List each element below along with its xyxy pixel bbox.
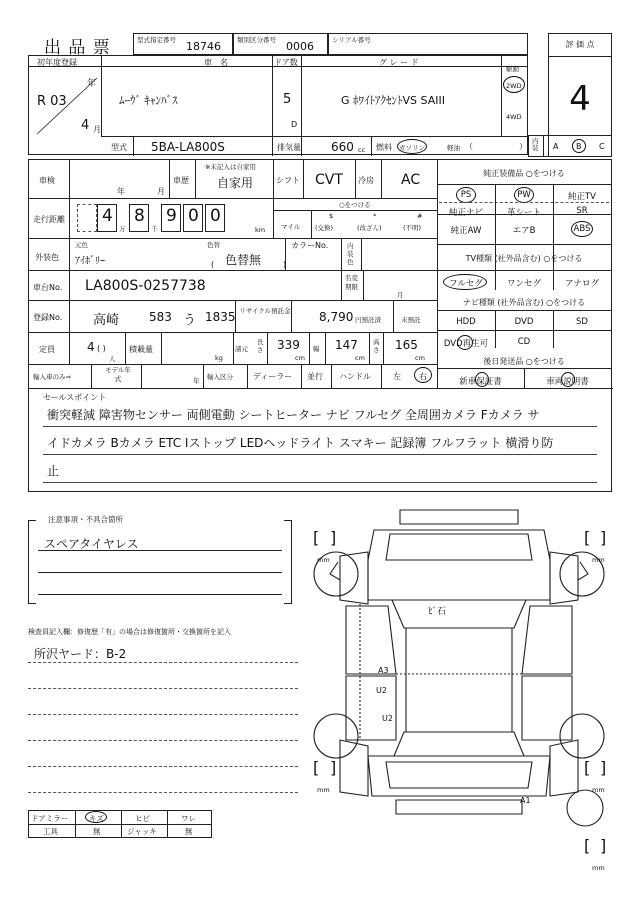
name-change-label: 名変期限	[345, 274, 358, 291]
shift-value: CVT	[315, 172, 343, 188]
tv-fullseg-circle	[443, 274, 487, 290]
import-dealer: ディーラー	[253, 372, 293, 381]
bracket-tl-r: ]	[330, 528, 337, 547]
import-label: 輸入車のみ⇒	[33, 373, 71, 381]
shift-label: シフト	[276, 176, 300, 185]
mirror-value-circle	[85, 811, 107, 823]
reg-label: 登録No.	[33, 313, 63, 322]
model-year-label: モデル年式	[105, 366, 131, 383]
handle-left: 左	[393, 372, 401, 381]
door-suffix: D	[291, 120, 298, 129]
car-damage-diagram	[300, 500, 620, 870]
equip-ps: PS	[460, 190, 472, 200]
later-warranty-circle	[475, 372, 489, 387]
inspector-label: 検査員記入欄：修復歴「有」の場合は修復箇所・交換箇所を記入	[28, 628, 231, 636]
bracket-br-r: ]	[600, 758, 607, 777]
sales-line-1: 衝突軽減 障害物センサー 両側電動 シートヒーター ナビ フルセグ 全周囲カメラ Fカメラ サ	[47, 408, 540, 422]
mm-tl: mm	[317, 556, 330, 564]
history-note: ※未記入は自家用	[205, 163, 256, 171]
mirror-tools-table	[28, 810, 212, 838]
doors-value: 5	[283, 92, 292, 107]
jack-value: 無	[185, 827, 193, 836]
load-label: 積載量	[129, 345, 153, 354]
meter-unknown-sym: #	[417, 212, 423, 220]
shaken-month-unit: 月	[157, 187, 165, 196]
mm-br: mm	[592, 786, 605, 794]
repaint-paren-r: )	[283, 260, 287, 269]
mm-spare: mm	[592, 864, 605, 872]
model-no: 18746	[186, 40, 221, 53]
meter-unknown: (不明)	[403, 224, 422, 232]
notes-bracket-right	[284, 520, 292, 604]
first-reg-year-unit: 年	[87, 79, 97, 89]
model-no-label: 型式指定番号	[137, 36, 176, 44]
bracket-bl-l: [	[313, 758, 320, 777]
mm-bl: mm	[317, 786, 330, 794]
navi-dvd-playable-circle	[457, 335, 473, 350]
capacity-value: 4	[87, 340, 95, 354]
grade-value: G ﾎﾜｲﾄｱｸｾﾝﾄVS SAIII	[341, 94, 445, 107]
bracket-spare-l: [	[584, 836, 591, 855]
crack-label: ヒビ	[135, 814, 150, 823]
serial-box	[328, 33, 528, 55]
interior-b: B	[576, 142, 582, 151]
interior-c: C	[599, 142, 605, 151]
first-reg-era-year: R 03	[37, 94, 67, 109]
recycle-not: 未預託	[401, 316, 421, 324]
meter-mod-sym: *	[373, 212, 377, 220]
drive-2wd-circle	[503, 76, 525, 93]
mileage-sen-unit: 千	[151, 225, 158, 233]
displacement: 660	[331, 140, 354, 154]
reg-area: 高崎	[93, 313, 120, 328]
meter-change-sym: $	[329, 212, 334, 220]
later-manual: 車両説明書	[546, 377, 589, 387]
name-change-month: 月	[397, 291, 404, 299]
fuel-paren-l: （	[465, 142, 473, 151]
handle-right: 右	[419, 372, 427, 381]
equip-pw: PW	[517, 190, 531, 200]
reg-class: 583	[149, 310, 172, 324]
bracket-br-l: [	[584, 758, 591, 777]
capacity-paren: ( )	[97, 344, 106, 353]
mm-tr: mm	[592, 556, 605, 564]
load-kg-unit: kg	[215, 354, 223, 362]
first-reg-month-unit: 月	[93, 125, 101, 134]
detail-table	[28, 159, 612, 492]
fuel-gas: ガソリン	[399, 144, 425, 152]
later-header: 後日発送品 ○をつける	[483, 357, 565, 366]
tv-header: TV種類 (社外品含む) ○をつける	[465, 254, 583, 263]
navi-dvd-playable: DVD再生可	[443, 339, 489, 349]
later-manual-circle	[561, 372, 575, 387]
mileage-digit-box-1	[77, 204, 97, 232]
ac-label: 冷房	[358, 176, 374, 185]
mirror-value: キズ	[89, 814, 104, 823]
sales-line-3: 止	[47, 464, 60, 478]
jack-label: ジャッキ	[127, 827, 157, 836]
chassis-value: LA800S-0257738	[85, 278, 206, 294]
sales-line-2: イドカメラ Bカメラ ETC Iストップ LEDヘッドライト スマキー 記録簿 フルフラット 横滑り防	[47, 436, 554, 450]
damage-mark-u2-door: U2	[382, 714, 393, 723]
interior-color-label: 内装色	[347, 242, 354, 266]
bracket-tr-l: [	[584, 528, 591, 547]
equip-airbag: エアB	[512, 226, 536, 236]
orig-color: ｱｲﾎﾞﾘｰ	[75, 256, 105, 267]
handle-label: ハンドル	[339, 372, 371, 381]
chassis-label: 車台No.	[33, 283, 63, 292]
mileage-d3: 9	[166, 206, 177, 226]
mirror-label: ドアミラー	[31, 814, 69, 823]
drive-label: 駆動	[506, 65, 519, 73]
navi-sd: SD	[576, 317, 588, 327]
repaint-paren-l: (	[211, 260, 215, 269]
serial-label: シリアル番号	[332, 36, 371, 44]
class-no-label: 類別区分番号	[237, 36, 276, 44]
mileage-km-unit: km	[255, 226, 266, 234]
recycle-label: リサイクル預託金	[239, 307, 291, 315]
tv-analog: アナログ	[564, 279, 599, 289]
score-label: 評 価 点	[565, 40, 595, 49]
equip-leather: 革シート	[506, 208, 541, 218]
score-value: 4	[569, 79, 591, 119]
handle-right-circle	[414, 367, 432, 383]
height-unit: cm	[415, 354, 425, 362]
damage-mark-u2-roof: U2	[376, 686, 387, 695]
interior-label: 内装	[532, 137, 539, 152]
std-equip-header: 純正装備品 ○をつける	[483, 169, 565, 178]
car-basic-table	[28, 55, 528, 155]
car-name: ﾑｰｳﾞ ｷｬﾝﾊﾞｽ	[119, 94, 178, 107]
color-label: 外装色	[35, 253, 59, 262]
first-reg-month: 4	[81, 118, 90, 133]
history-value: 自家用	[217, 176, 254, 190]
history-label: 車歴	[173, 176, 189, 185]
equip-ps-circle	[456, 187, 476, 203]
capacity-unit: 人	[109, 355, 116, 363]
mileage-d2: 8	[134, 206, 145, 226]
equip-abs-circle	[571, 221, 593, 237]
color-no-label: カラーNo.	[291, 241, 329, 250]
meter-mod: (改ざん)	[357, 224, 382, 232]
drive-2wd: 2WD	[506, 82, 522, 90]
repaint-label: 色替	[207, 241, 220, 249]
class-no-box	[233, 33, 328, 55]
meter-mile: マイル	[281, 223, 301, 231]
sales-label: セールスポイント	[43, 393, 107, 402]
model-year-unit: 年	[193, 377, 200, 385]
bracket-bl-r: ]	[330, 758, 337, 777]
car-name-label: 車 名	[204, 58, 228, 67]
doors-label: ドア数	[274, 58, 298, 67]
mileage-label: 走行距離	[33, 215, 65, 224]
class-no: 0006	[286, 40, 314, 53]
damage-mark-a3: A3	[378, 666, 389, 675]
bracket-tr-r: ]	[600, 528, 607, 547]
inspector-line-1: 所沢ヤード：B-2	[34, 647, 127, 661]
height-value: 165	[395, 338, 418, 352]
notes-bracket-left	[28, 520, 36, 604]
reg-num: 1835	[205, 310, 236, 324]
bracket-spare-r: ]	[600, 836, 607, 855]
interior-a: A	[553, 142, 559, 151]
displacement-label: 排気量	[277, 143, 301, 152]
model-no-box	[133, 33, 233, 55]
recycle-unit: 円預託済	[355, 316, 381, 324]
navi-dvd: DVD	[514, 317, 534, 327]
fuel-light: 軽油	[447, 144, 460, 152]
equip-abs: ABS	[573, 224, 591, 234]
import-parallel: 並行	[307, 372, 323, 381]
navi-hdd: HDD	[456, 317, 476, 327]
navi-header: ナビ種類 (社外品含む) ○をつける	[462, 298, 586, 307]
mileage-d5: 0	[210, 206, 221, 226]
meter-change: (交換)	[315, 224, 334, 232]
import-class-label: 輸入区分	[207, 373, 233, 381]
tools-label: 工具	[43, 827, 58, 836]
capacity-label: 定員	[39, 345, 55, 354]
notes-line-1: スペアタイヤレス	[44, 537, 139, 551]
width-unit: cm	[355, 354, 365, 362]
model-type: 5BA-LA800S	[151, 140, 225, 154]
mileage-d1: 4	[102, 206, 113, 226]
wid-label: 幅	[313, 345, 320, 353]
damage-mark-a1: A1	[520, 796, 531, 805]
reg-kana: う	[183, 313, 197, 328]
bracket-tl-l: [	[313, 528, 320, 547]
grade-label: グ レ ー ド	[379, 58, 419, 67]
fuel-gas-circle	[397, 139, 427, 154]
equip-std-aw: 純正AW	[450, 226, 482, 236]
first-reg-label: 初年度登録	[37, 58, 77, 67]
hei-label: 高さ	[373, 338, 380, 354]
orig-color-label: 元色	[75, 241, 88, 249]
repaint: 色替無	[225, 253, 262, 267]
equip-pw-circle	[514, 187, 534, 203]
break-label: ワレ	[181, 814, 196, 823]
displacement-unit: cc	[358, 146, 366, 154]
width-value: 147	[335, 338, 358, 352]
document-title: 出 品 票	[44, 38, 111, 58]
tv-oneseg: ワンセグ	[506, 279, 541, 289]
ac-value: AC	[401, 172, 421, 188]
fuel-paren-r: ）	[519, 142, 527, 151]
equip-std-tv: 純正TV	[567, 192, 596, 202]
model-type-label: 型式	[111, 143, 127, 152]
damage-mark-chip: ﾋﾞ石	[428, 607, 447, 617]
recycle-value: 8,790	[319, 310, 354, 324]
mileage-d4: 0	[188, 206, 199, 226]
later-warranty: 新車保証書	[459, 377, 502, 387]
len-label: 長さ	[257, 338, 264, 354]
navi-cd: CD	[517, 337, 531, 347]
fuel-label: 燃料	[376, 143, 392, 152]
equip-std-navi: 純正ナビ	[448, 208, 483, 218]
length-unit: cm	[295, 354, 305, 362]
interior-b-circle	[572, 139, 586, 153]
drive-4wd: 4WD	[506, 113, 522, 121]
meter-note: ○をつける	[339, 201, 371, 209]
tv-fullseg: フルセグ	[449, 279, 483, 289]
interior-grade-box	[528, 135, 612, 157]
tools-value: 無	[93, 827, 101, 836]
dims-label: 諸元	[235, 345, 248, 353]
mileage-man-unit: 万	[119, 225, 126, 233]
shaken-label: 車検	[39, 176, 55, 185]
notes-label: 注意事項・不具合箇所	[48, 515, 123, 524]
length-value: 339	[277, 338, 300, 352]
shaken-year-unit: 年	[117, 187, 125, 196]
equip-sr: SR	[576, 206, 588, 216]
